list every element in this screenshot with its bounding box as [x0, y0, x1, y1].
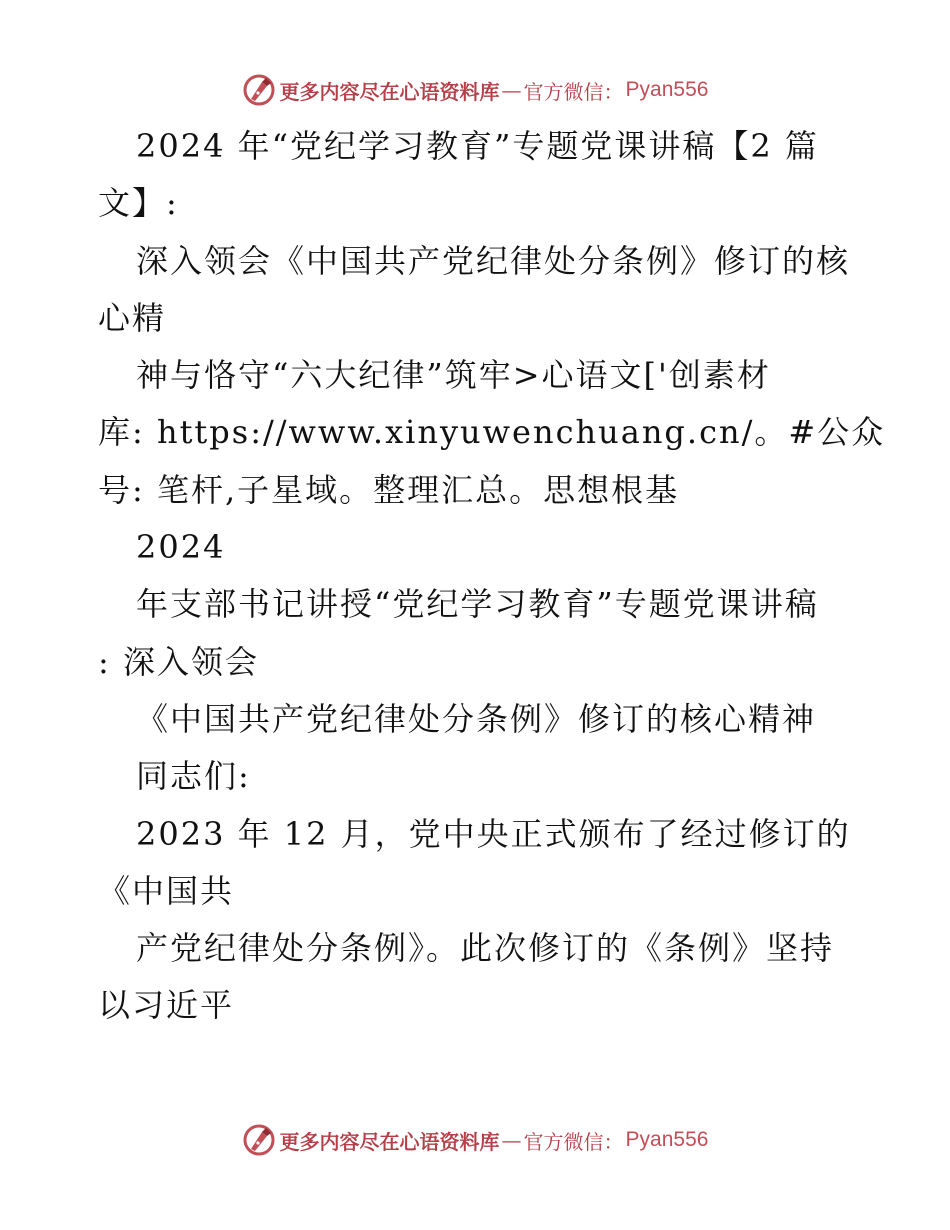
text-line: 神与恪守“六大纪律”筑牢>心语文['创素材: [136, 356, 771, 395]
text-line: 号: 笔杆,子星域。整理汇总。思想根基: [98, 470, 680, 509]
header-banner: [0, 70, 950, 110]
document-title-line-cont: 文】:: [98, 184, 179, 223]
text-line: 心精: [98, 298, 167, 337]
salutation-line: 同志们:: [136, 757, 251, 796]
text-line: 《中国共: [98, 871, 235, 910]
banner-wechat-id: Pyan556: [625, 78, 709, 101]
text-line: 以习近平: [98, 986, 235, 1025]
banner-promo-text: 更多内容尽在心语资料库: [279, 1129, 500, 1154]
pen-nib-logo-icon: [242, 1123, 276, 1157]
document-body: [98, 118, 886, 1035]
text-line: : 深入领会: [98, 642, 259, 681]
document-title-line: 2024 年“党纪学习教育”专题党课讲稿【2 篇: [136, 127, 819, 165]
text-line: 产党纪律处分条例》。此次修订的《条例》坚持: [136, 929, 835, 968]
footer-banner: [0, 1120, 950, 1160]
text-line: 2023 年 12 月，党中央正式颁布了经过修订的: [136, 814, 851, 853]
text-line-url: 库: https://www.xinyuwenchuang.cn/。#公众: [98, 413, 886, 452]
banner-wechat-label: 官方微信：: [523, 1129, 624, 1154]
text-line: 深入领会《中国共产党纪律处分条例》修订的核: [136, 241, 851, 280]
banner-wechat-id: Pyan556: [625, 1128, 709, 1151]
banner-promo-text: 更多内容尽在心语资料库: [279, 79, 500, 104]
banner-separator: —: [501, 1128, 522, 1152]
banner-wechat-label: 官方微信：: [523, 79, 624, 104]
pen-nib-logo-icon: [242, 73, 276, 107]
text-line: 《中国共产党纪律处分条例》修订的核心精神: [136, 699, 817, 738]
banner-separator: —: [501, 78, 522, 102]
text-line: 年支部书记讲授“党纪学习教育”专题党课讲稿: [136, 585, 819, 624]
text-line: 2024: [136, 528, 226, 567]
